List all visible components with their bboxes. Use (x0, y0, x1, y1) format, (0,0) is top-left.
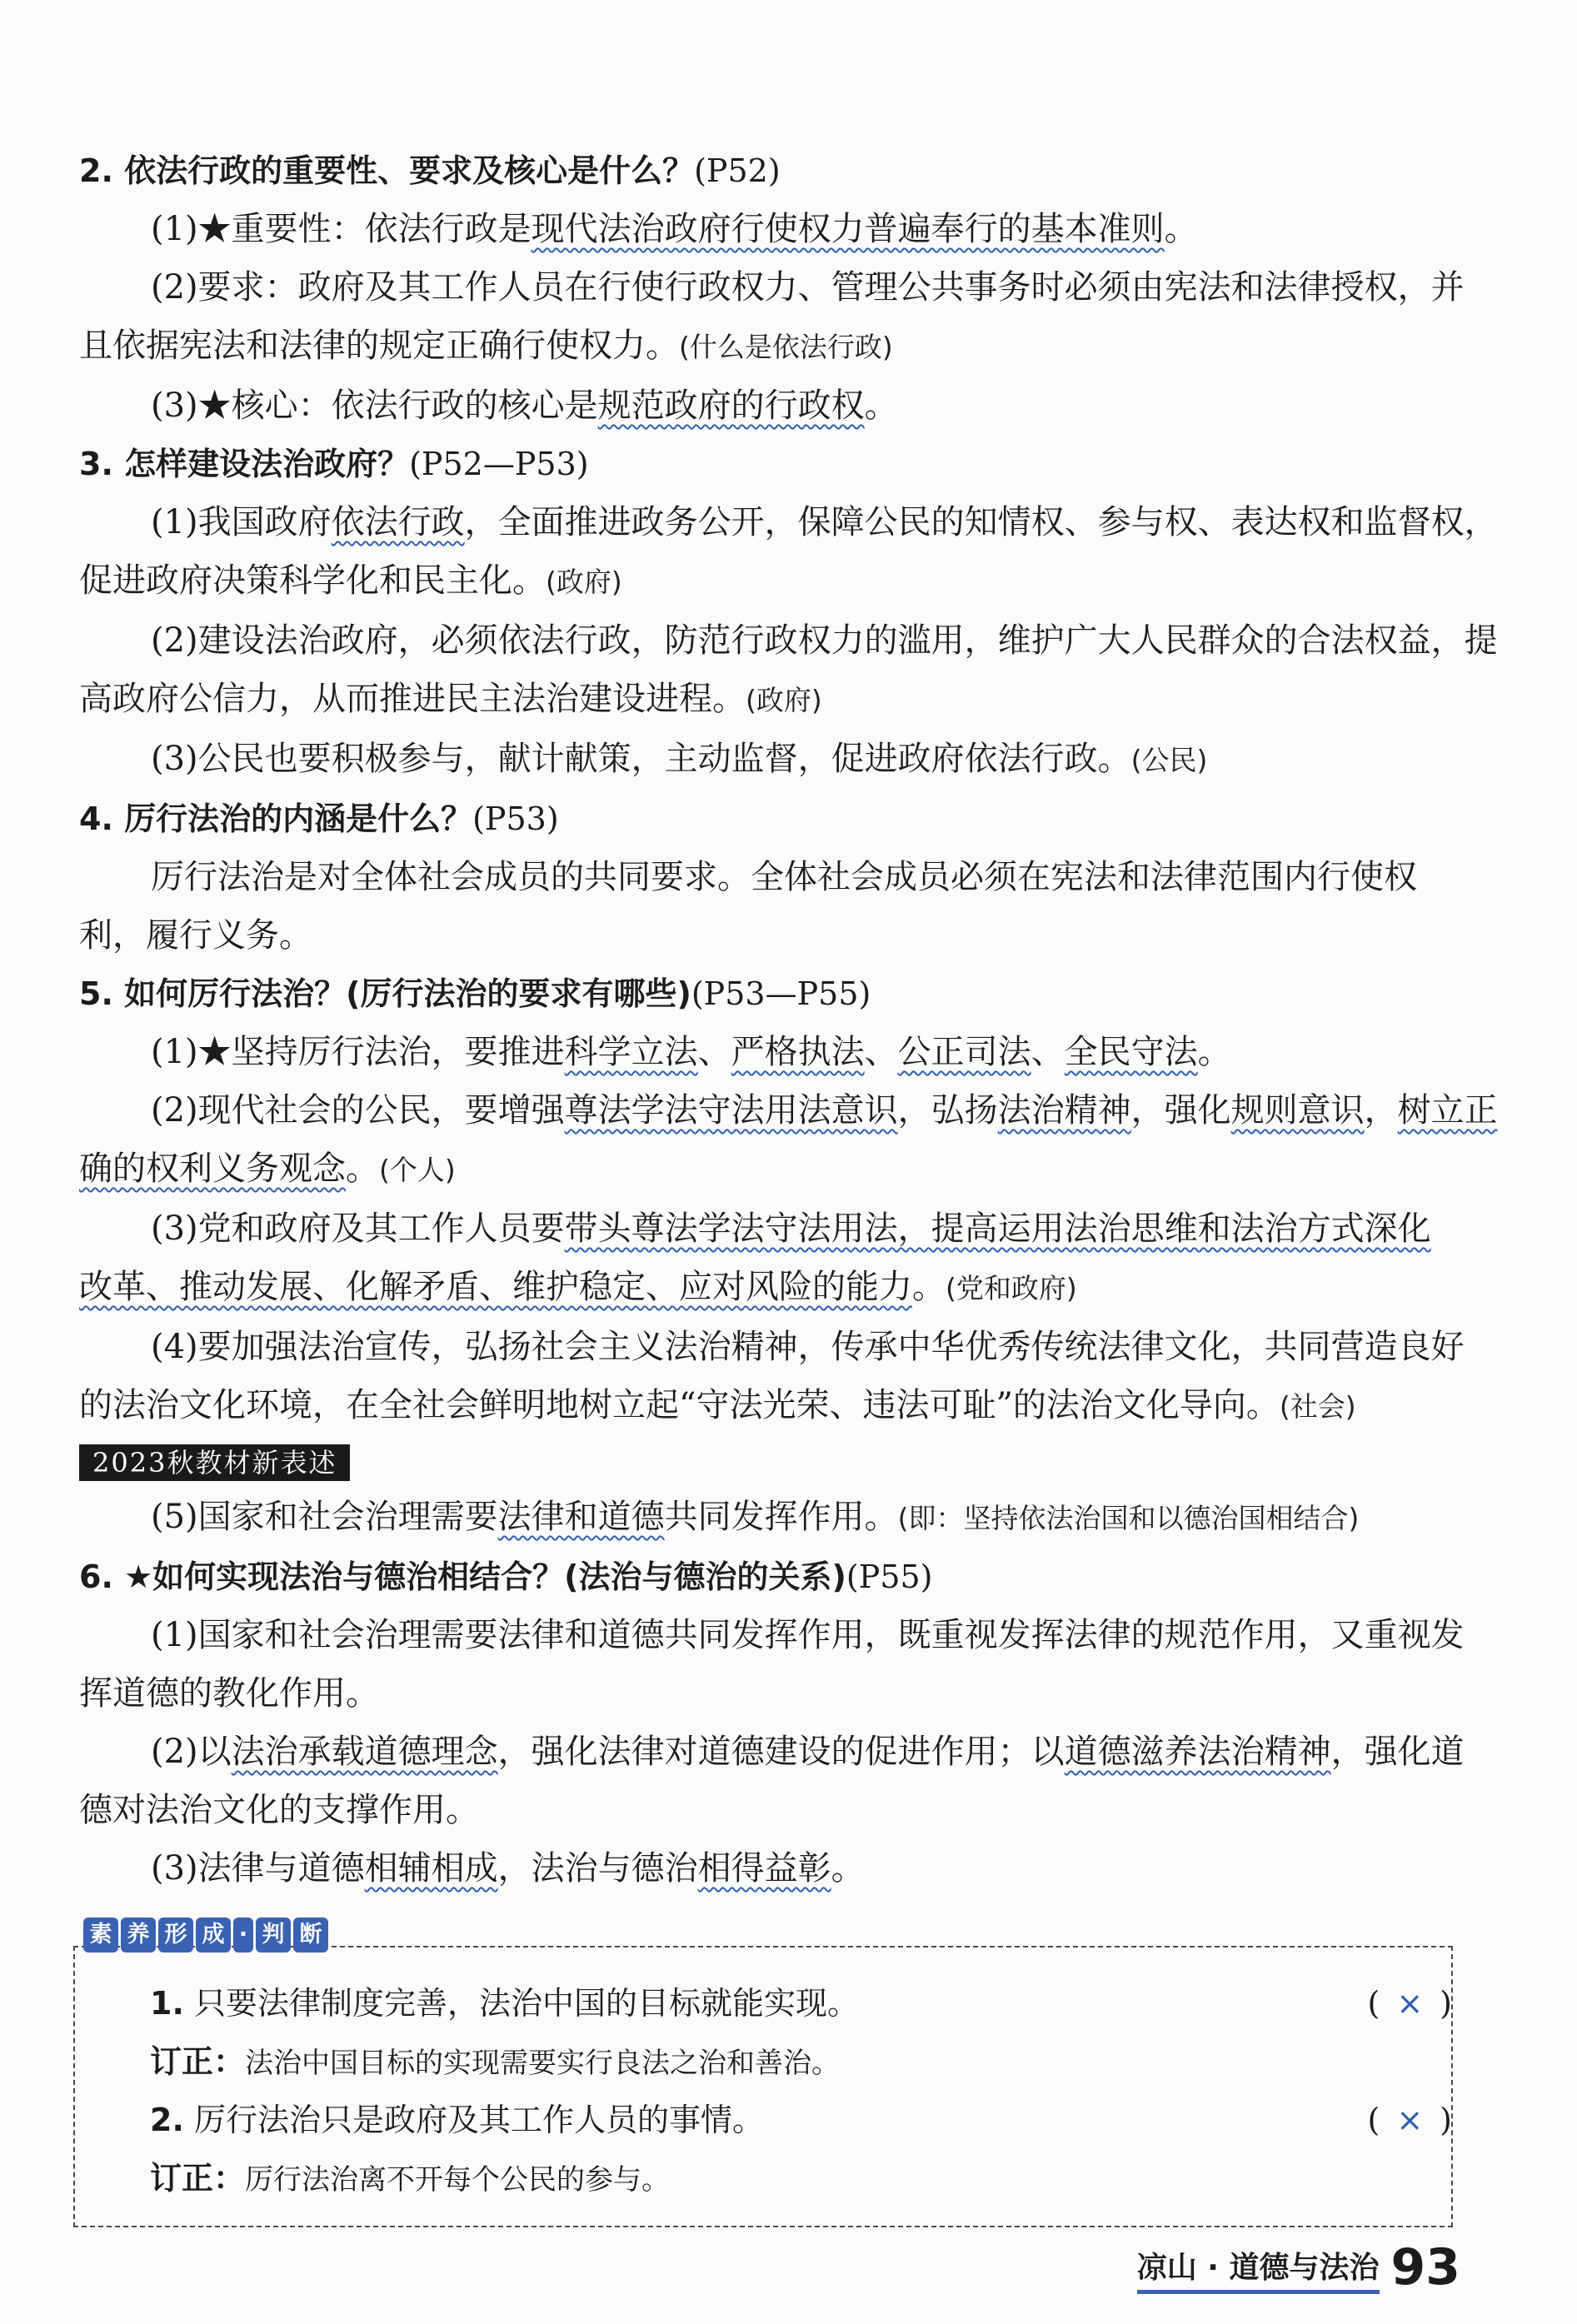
paragraph: (4)要加强法治宣传，弘扬社会主义法治精神，传承中华优秀传统法律文化，共同营造良好 (151, 1328, 1465, 1366)
key-phrase: 法治承载道德理念 (231, 1733, 498, 1771)
key-phrase: 确的权利义务观念 (79, 1150, 346, 1188)
paragraph: 高政府公信力，从而推进民主法治建设进程。(政府) (79, 680, 822, 718)
handwritten-note: (政府) (746, 684, 822, 716)
judgment-statement: 2. 厉行法治只是政府及其工作人员的事情。 (150, 2102, 764, 2138)
paragraph: (3)★核心：依法行政的核心是规范政府的行政权。 (151, 387, 898, 425)
key-phrase: 改革、推动发展、化解矛盾、维护稳定、应对风险的能力 (79, 1268, 912, 1306)
key-phrase: 依法行政 (331, 503, 465, 541)
handwritten-note: (公民) (1130, 744, 1208, 776)
paragraph: (2)建设法治政府，必须依法行政，防范行政权力的滥用，维护广大人民群众的合法权益，提 (151, 621, 1498, 660)
key-phrase: 法律和道德 (497, 1498, 665, 1536)
question-heading: 4. 厉行法治的内涵是什么？(P53) (79, 800, 559, 837)
title-char: 判 (256, 1918, 291, 1952)
paragraph: 德对法治文化的支撑作用。 (79, 1791, 479, 1829)
paragraph: 促进政府决策科学化和民主化。(政府) (79, 561, 622, 600)
key-phrase: 尊法学法守法用法意识 (564, 1091, 898, 1130)
page-number: 93 (1390, 2238, 1460, 2297)
content (79, 142, 1498, 1898)
paragraph: 确的权利义务观念。(个人) (79, 1150, 456, 1188)
key-phrase: 法治精神 (997, 1091, 1131, 1130)
key-phrase: 道德滋养法治精神 (1064, 1733, 1331, 1771)
key-phrase: 公正司法 (897, 1033, 1031, 1071)
paragraph: (1)我国政府依法行政，全面推进政务公开，保障公民的知情权、参与权、表达权和监督权， (151, 503, 1498, 541)
paragraph: (1)国家和社会治理需要法律和道德共同发挥作用，既重视发挥法律的规范作用，又重视发 (151, 1616, 1465, 1654)
title-char: 养 (121, 1918, 156, 1952)
paragraph: 且依据宪法和法律的规定正确行使权力。(什么是依法行政) (79, 327, 893, 365)
question-heading: 2. 依法行政的重要性、要求及核心是什么？(P52) (79, 152, 781, 189)
paragraph: 挥道德的教化作用。 (79, 1674, 379, 1713)
paragraph: (2)现代社会的公民，要增强尊法学法守法用法意识，弘扬法治精神，强化规则意识，树立正 (151, 1091, 1498, 1130)
paragraph: (2)要求：政府及其工作人员在行使行政权力、管理公共事务时必须由宪法和法律授权，并 (151, 268, 1465, 307)
paragraph: (3)党和政府及其工作人员要带头尊法学法守法用法，提高运用法治思维和法治方式深化 (151, 1209, 1431, 1248)
question-heading: 3. 怎样建设法治政府？(P52—P53) (79, 446, 589, 482)
question-heading: 6. ★如何实现法治与德治相结合？(法治与德治的关系)(P55) (79, 1558, 933, 1595)
key-phrase: 科学立法 (564, 1033, 698, 1071)
handwritten-note: (个人) (379, 1154, 456, 1186)
page-footer (1136, 2238, 1460, 2297)
key-phrase: 相辅相成 (364, 1849, 498, 1888)
key-phrase: 全民守法 (1064, 1033, 1198, 1071)
handwritten-note: (即：坚持依法治国和以德治国相结合) (897, 1502, 1360, 1534)
judgment-mark: ( × ) (1367, 1985, 1452, 2022)
question-heading: 5. 如何厉行法治？(厉行法治的要求有哪些)(P53—P55) (79, 975, 871, 1012)
title-char: 素 (83, 1918, 118, 1952)
book-label: 凉山 · 道德与法治 (1137, 2250, 1380, 2294)
paragraph: 的法治文化环境，在全社会鲜明地树立起“守法光荣、违法可耻”的法治文化导向。(社会) (79, 1386, 1356, 1424)
handwritten-note: (什么是依法行政) (679, 331, 893, 363)
handwritten-note: (社会) (1279, 1390, 1356, 1423)
paragraph: 利，履行义务。 (79, 916, 312, 955)
cross-mark: × (1396, 1985, 1424, 2022)
key-phrase: 树立正 (1397, 1091, 1498, 1130)
paragraph: 厉行法治是对全体社会成员的共同要求。全体社会成员必须在宪法和法律范围内行使权 (151, 858, 1417, 896)
judgment-box-title (83, 1918, 328, 1952)
key-phrase: 相得益彰 (697, 1849, 831, 1888)
paragraph: (3)法律与道德相辅相成，法治与德治相得益彰。 (151, 1849, 865, 1888)
paragraph: (5)国家和社会治理需要法律和道德共同发挥作用。(即：坚持依法治国和以德治国相结合) (151, 1498, 1360, 1536)
judgment-mark: ( × ) (1367, 2102, 1452, 2138)
paragraph: (1)★坚持厉行法治，要推进科学立法、严格执法、公正司法、全民守法。 (151, 1033, 1231, 1071)
new-edition-badge-row (79, 1436, 1462, 1488)
judgment-statement: 1. 只要法律制度完善，法治中国的目标就能实现。 (150, 1985, 859, 2022)
handwritten-note: (政府) (546, 566, 622, 598)
key-phrase: 规范政府的行政权 (597, 387, 865, 425)
key-phrase: 规则意识 (1230, 1091, 1365, 1130)
paragraph: 改革、推动发展、化解矛盾、维护稳定、应对风险的能力。(党和政府) (79, 1268, 1077, 1306)
judgment-correction: 订正：法治中国目标的实现需要实行良法之治和善治。 (150, 2043, 841, 2080)
key-phrase: 严格执法 (731, 1033, 865, 1071)
title-char: 成 (196, 1918, 231, 1952)
title-char: 形 (158, 1918, 193, 1952)
cross-mark: × (1396, 2102, 1424, 2138)
paragraph: (2)以法治承载道德理念，强化法律对道德建设的促进作用；以道德滋养法治精神，强化道 (151, 1733, 1465, 1771)
paragraph: (3)公民也要积极参与，献计献策，主动监督，促进政府依法行政。(公民) (151, 740, 1208, 778)
key-phrase: 现代法治政府行使权力普遍奉行的基本准则 (531, 210, 1165, 248)
title-char: 断 (293, 1918, 328, 1952)
new-edition-badge: 2023秋教材新表述 (79, 1444, 350, 1481)
judgment-correction: 订正：厉行法治离不开每个公民的参与。 (150, 2160, 671, 2197)
handwritten-note: (党和政府) (946, 1272, 1077, 1304)
title-char: · (233, 1918, 253, 1952)
key-phrase: 带头尊法学法守法用法，提高运用法治思维和法治方式深化 (564, 1209, 1431, 1248)
paragraph: (1)★重要性：依法行政是现代法治政府行使权力普遍奉行的基本准则。 (151, 210, 1198, 248)
